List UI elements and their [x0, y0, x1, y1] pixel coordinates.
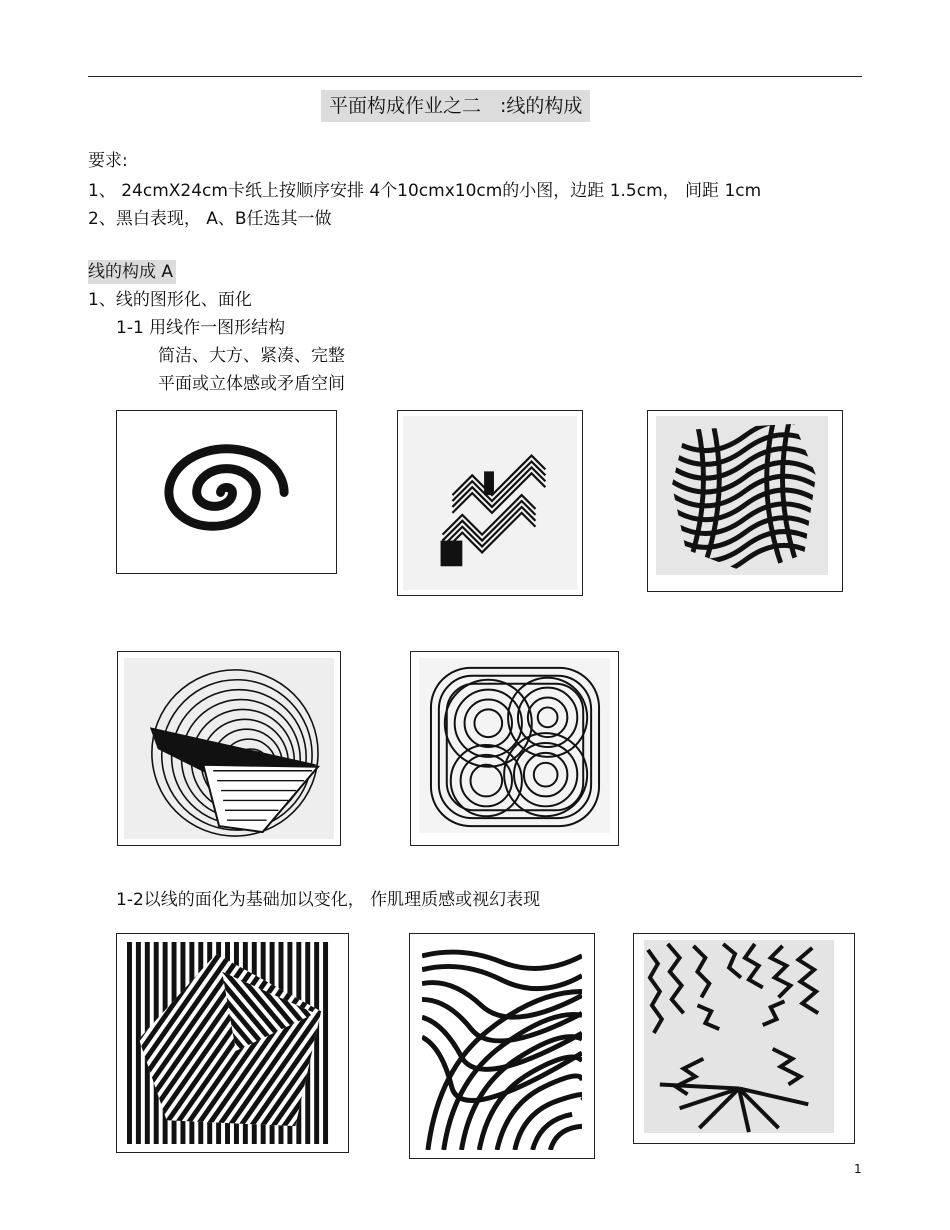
example-image-spiral	[116, 410, 337, 574]
striped-hexagon-artwork	[656, 416, 828, 575]
item-1-1-criteria: 简洁、大方、紧凑、完整	[158, 346, 345, 366]
example-image-zigzag-blocks	[397, 410, 583, 596]
header-rule	[88, 76, 862, 77]
item-1-2: 1-2以线的面化为基础加以变化， 作肌理质感或视幻表现	[116, 890, 541, 910]
requirement-1: 1、 24cmX24cm卡纸上按顺序安排 4个10cmx10cm的小图，边距 1.5cm， 间距 1cm	[88, 181, 762, 201]
page-title: 平面构成作业之二 :线的构成	[321, 90, 590, 122]
section-heading-a	[88, 261, 176, 283]
example-image-zigzag-rays	[633, 933, 855, 1144]
item-1: 1、线的图形化、面化	[88, 290, 252, 310]
zigzag-rays-artwork	[644, 940, 834, 1133]
example-image-concentric-sphere	[117, 651, 341, 846]
page-number: 1	[854, 1162, 862, 1176]
requirements-heading: 要求:	[88, 151, 128, 171]
spiral-artwork	[121, 415, 332, 569]
concentric-sphere-artwork	[124, 658, 334, 839]
striped-diamond-artwork	[127, 942, 332, 1144]
zigzag-blocks-artwork	[403, 416, 577, 590]
example-image-striped-hexagon	[647, 410, 843, 592]
example-image-wave-stripes	[409, 933, 595, 1159]
item-1-1: 1-1 用线作一图形结构	[116, 318, 286, 338]
item-1-1-space: 平面或立体感或矛盾空间	[158, 374, 345, 394]
section-heading-a-text: 线的构成 A	[88, 260, 176, 284]
interlocking-spirals-artwork	[419, 658, 610, 833]
requirement-2: 2、黑白表现， A、B任选其一做	[88, 209, 332, 229]
wave-stripes-artwork	[422, 942, 582, 1150]
example-image-striped-diamond	[116, 933, 349, 1153]
example-image-interlocking-spirals	[410, 651, 619, 846]
